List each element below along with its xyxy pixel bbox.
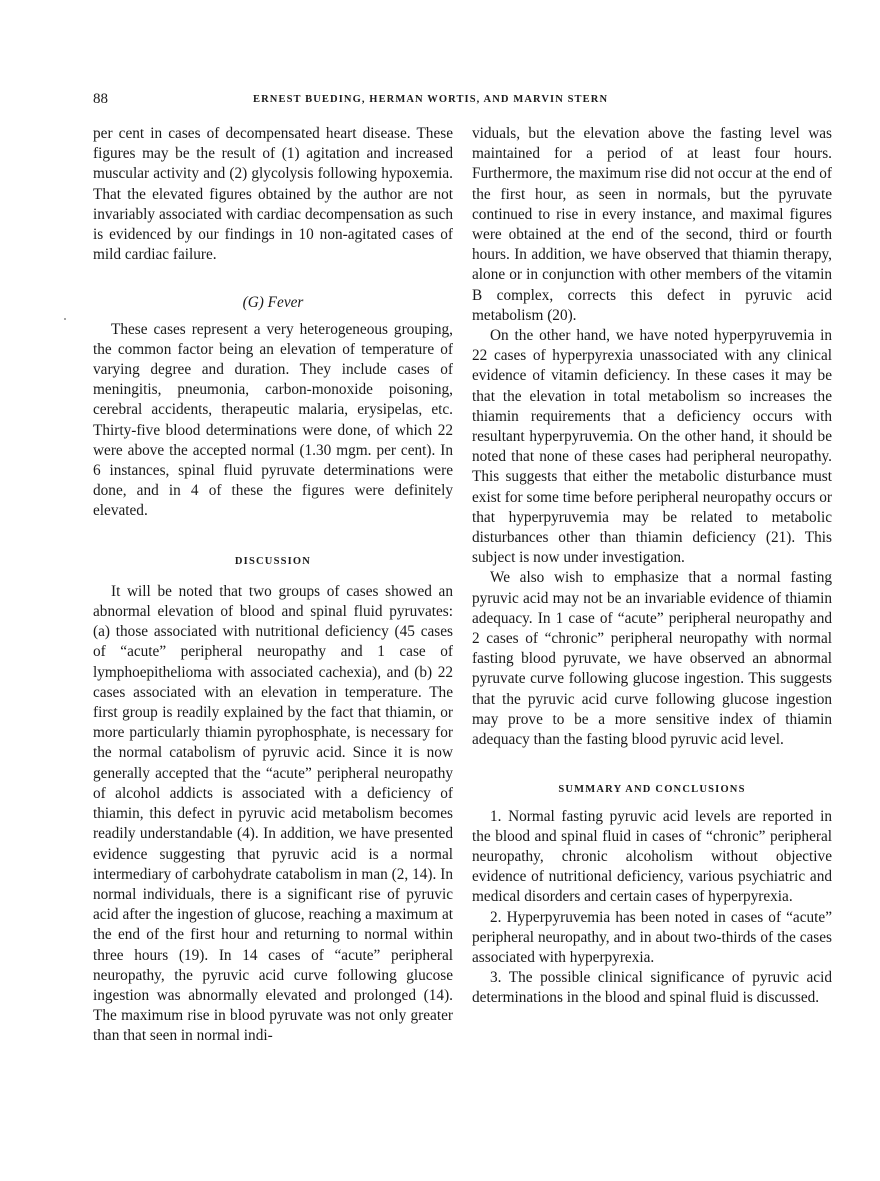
summary-item: 1. Normal fasting pyruvic acid levels are reported in the blood and spinal fluid in cases of “chronic” peripheral neuropathy, chronic alcoholism without objective evidence of nutritional deficiency, various psychiatric and medical disorders and certain cases of hyperpyrexia. bbox=[472, 807, 832, 906]
hyperpyruvemia-paragraph: On the other hand, we have noted hyperpyruvemia in 22 cases of hyperpyrexia unassociated with any clinical evidence of vitamin deficiency. In these cases it may be that the elevation in total metabolism so increases the thiamin requirements that a deficiency occurs with resultant hyperpyruvemia. On the other hand, it should be noted that none of these cases had peripheral neuropathy. This suggests that either the metabolic disturbance must exist for some time before peripheral neuropathy occurs or that hyperpyruvemia may be related to metabolic disturbances other than thiamin deficiency (21). This subject is now under investigation. bbox=[472, 327, 832, 567]
summary-item: 2. Hyperpyruvemia has been noted in cases of “acute” peripheral neuropathy, and in about two-thirds of the cases associated with hyperpyrexia. bbox=[472, 908, 832, 966]
continuation-paragraph-left: per cent in cases of decompensated heart disease. These figures may be the result of (1) agitation and increased muscular activity and (2) glycolysis following hypoxemia. That the elevated figures obtained by the author are not invariably associated with cardiac decompensation as such is evidenced by our findings in 10 non-agitated cases of mild cardiac failure. bbox=[93, 125, 453, 264]
continuation-paragraph-right: viduals, but the elevation above the fasting level was maintained for a period of at least four hours. Furthermore, the maximum rise did not occur at the end of the first hour, as seen in normals, but the pyruvate continued to rise in every instance, and maximal figures were obtained at the end of the second, third or fourth hours. In addition, we have observed that thiamin therapy, alone or in conjunction with other members of the vitamin B complex, corrects this defect in pyruvic acid metabolism (20). bbox=[472, 125, 832, 324]
running-head bbox=[93, 91, 787, 111]
discussion-paragraph: It will be noted that two groups of cases showed an abnormal elevation of blood and spinal fluid pyruvates: (a) those associated with nutritional deficiency (45 cases of “acute” peripheral neuropathy and 1 case of lymphoepithelioma with associated cachexia), and (b) 22 cases associated with an elevation in temperature. The first group is readily explained by the fact that thiamin, or more particularly thiamin pyrophosphate, is necessary for the normal catabolism of pyruvic acid. Since it is now generally accepted that the “acute” peripheral neuropathy of alcohol addicts is associated with a deficiency of thiamin, this defect in pyruvic acid metabolism becomes readily understandable (4). In addition, we have presented evidence suggesting that pyruvic acid is a normal intermediary of carbohydrate catabolism in man (2, 14). In normal individuals, there is a significant rise of pyruvic acid after the ingestion of glucose, reaching a maximum at the end of the first hour and returning to normal within three hours (19). In 14 cases of “acute” peripheral neuropathy, the pyruvic acid curve following glucose ingestion was abnormally elevated and prolonged (14). The maximum rise in blood pyruvate was not only greater than that seen in normal indi- bbox=[93, 582, 453, 1045]
right-column bbox=[472, 124, 832, 1009]
summary-item: 3. The possible clinical significance of pyruvic acid determinations in the blood and spinal fluid is discussed. bbox=[472, 969, 832, 1007]
summary-heading: SUMMARY AND CONCLUSIONS bbox=[558, 784, 746, 796]
running-head-authors: ERNEST BUEDING, HERMAN WORTIS, AND MARVIN STERN bbox=[253, 94, 609, 105]
discussion-heading: DISCUSSION bbox=[234, 555, 312, 567]
left-column bbox=[93, 124, 453, 1047]
margin-speck bbox=[64, 318, 66, 320]
page-number: 88 bbox=[93, 91, 108, 107]
emphasis-paragraph: We also wish to emphasize that a normal fasting pyruvic acid may not be an invariable evidence of thiamin adequacy. In 1 case of “acute” peripheral neuropathy and 2 cases of “chronic” peripheral neuropathy with normal fasting blood pyruvate, we have observed an abnormal pyruvate curve following glucose ingestion. This suggests that the pyruvic acid curve following glucose ingestion may prove to be a more sensitive index of thiamin adequacy than the fasting blood pyruvic acid level. bbox=[472, 569, 832, 749]
fever-subheading: (G) Fever bbox=[242, 294, 304, 312]
fever-paragraph: These cases represent a very heterogeneous grouping, the common factor being an elevation of temperature of varying degree and duration. They include cases of meningitis, pneumonia, carbon-monoxide poisoning, cerebral accidents, therapeutic malaria, erysipelas, etc. Thirty-five blood determinations were done, of which 22 were above the accepted normal (1.30 mgm. per cent). In 6 instances, spinal fluid pyruvate determinations were done, and in 4 of these the figures were definitely elevated. bbox=[93, 320, 453, 520]
